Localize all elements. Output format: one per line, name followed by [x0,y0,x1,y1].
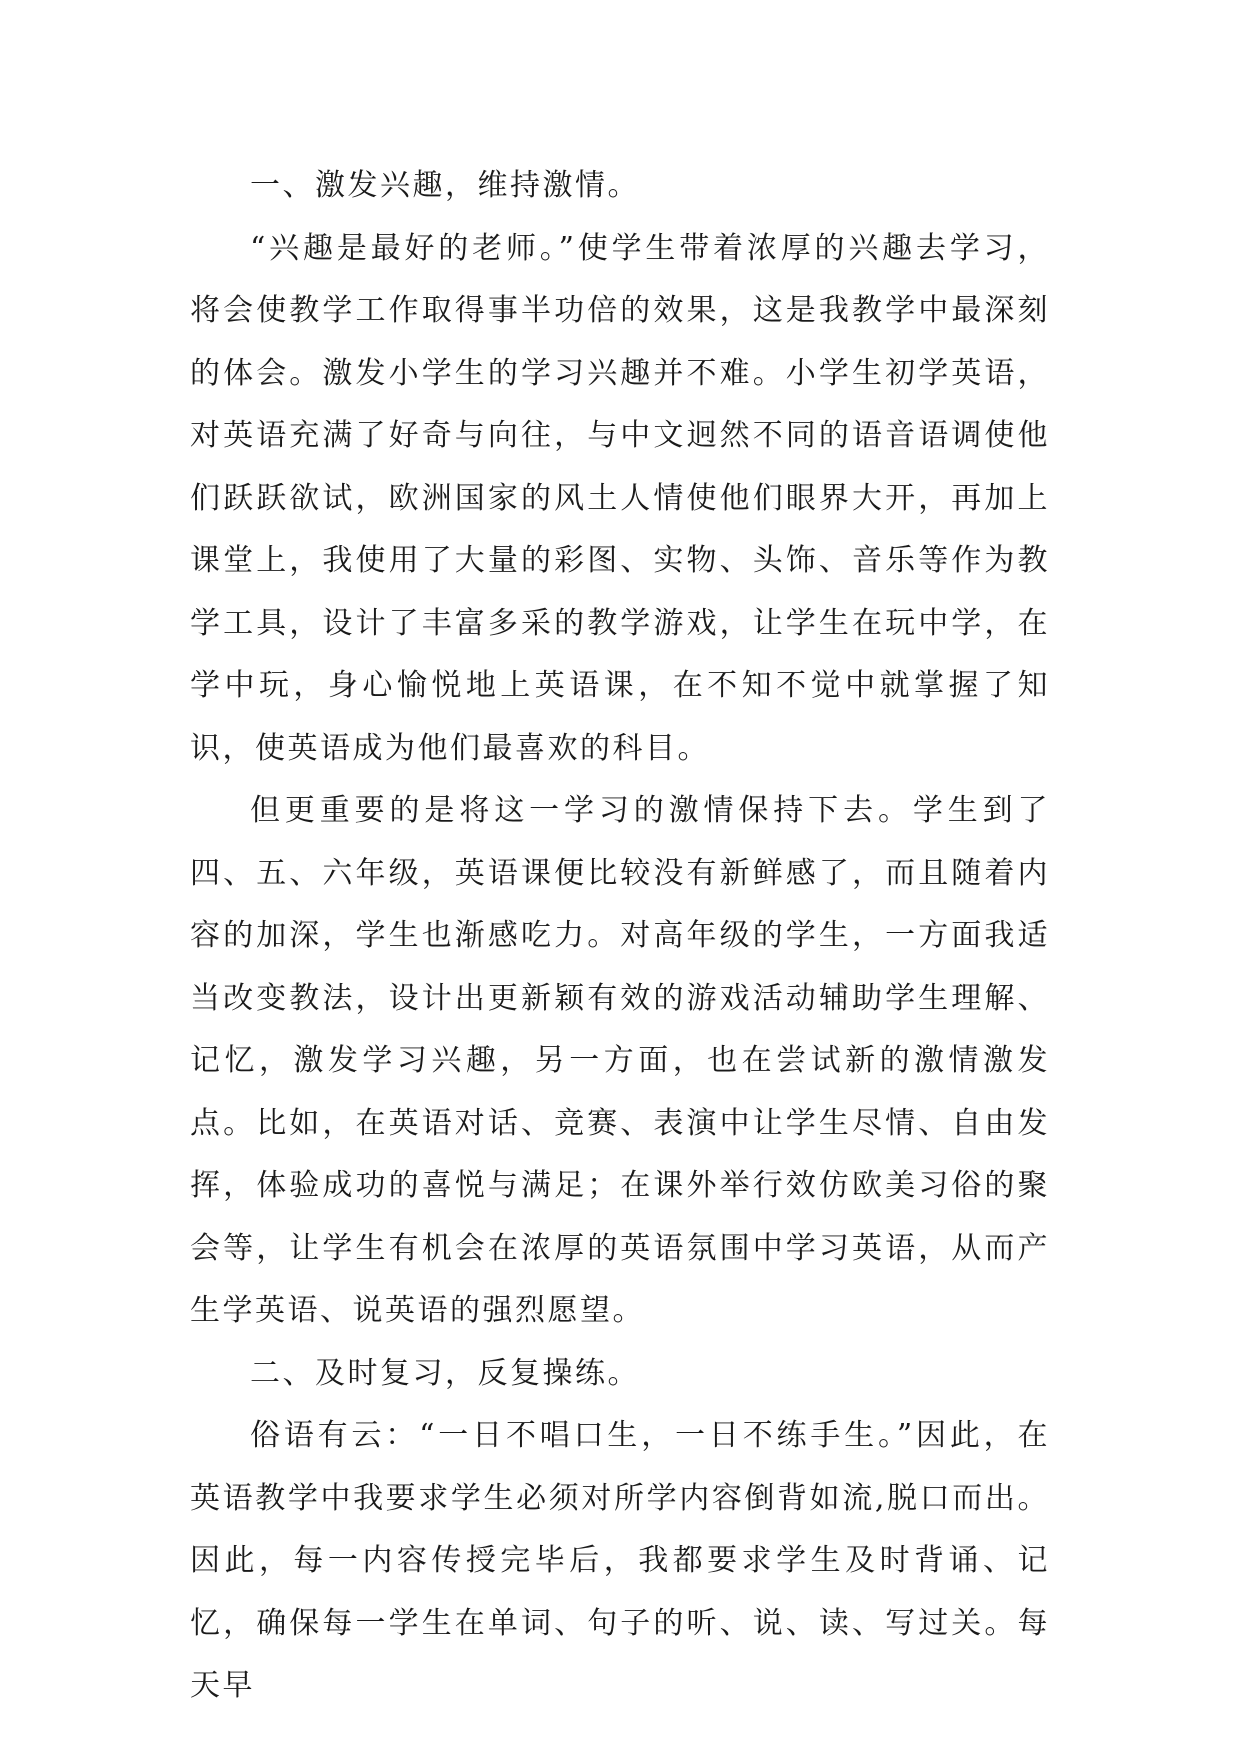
paragraph-passion: 但更重要的是将这一学习的激情保持下去。学生到了四、五、六年级，英语课便比较没有新鲜感了，而且随着内容的加深，学生也渐感吃力。对高年级的学生，一方面我适当改变教法，设计出更新颖有效的游戏活动辅助学生理解、记忆，激发学习兴趣，另一方面，也在尝试新的激情激发点。比如，在英语对话、竞赛、表演中让学生尽情、自由发挥，体验成功的喜悦与满足；在课外举行效仿欧美习俗的聚会等，让学生有机会在浓厚的英语氛围中学习英语，从而产生学英语、说英语的强烈愿望。 [190,793,1050,1328]
paragraph-interest: “兴趣是最好的老师。”使学生带着浓厚的兴趣去学习，将会使教学工作取得事半功倍的效果，这是我教学中最深刻的体会。激发小学生的学习兴趣并不难。小学生初学英语，对英语充满了好奇与向往，与中文迥然不同的语音语调使他们跃跃欲试，欧洲国家的风土人情使他们眼界大开，再加上课堂上，我使用了大量的彩图、实物、头饰、音乐等作为教学工具，设计了丰富多采的教学游戏，让学生在玩中学，在学中玩，身心愉悦地上英语课，在不知不觉中就掌握了知识，使英语成为他们最喜欢的科目。 [190,230,1050,766]
section-heading-2: 二、及时复习，反复操练。 [250,1355,640,1391]
paragraph-review: 俗语有云：“一日不唱口生，一日不练手生。”因此，在英语教学中我要求学生必须对所学内容倒背如流,脱口而出。因此，每一内容传授完毕后，我都要求学生及时背诵、记忆，确保每一学生在单词、句子的听、说、读、写过关。每天早 [190,1418,1050,1703]
document-body [190,155,1050,1718]
section-heading-1: 一、激发兴趣，维持激情。 [250,168,640,203]
